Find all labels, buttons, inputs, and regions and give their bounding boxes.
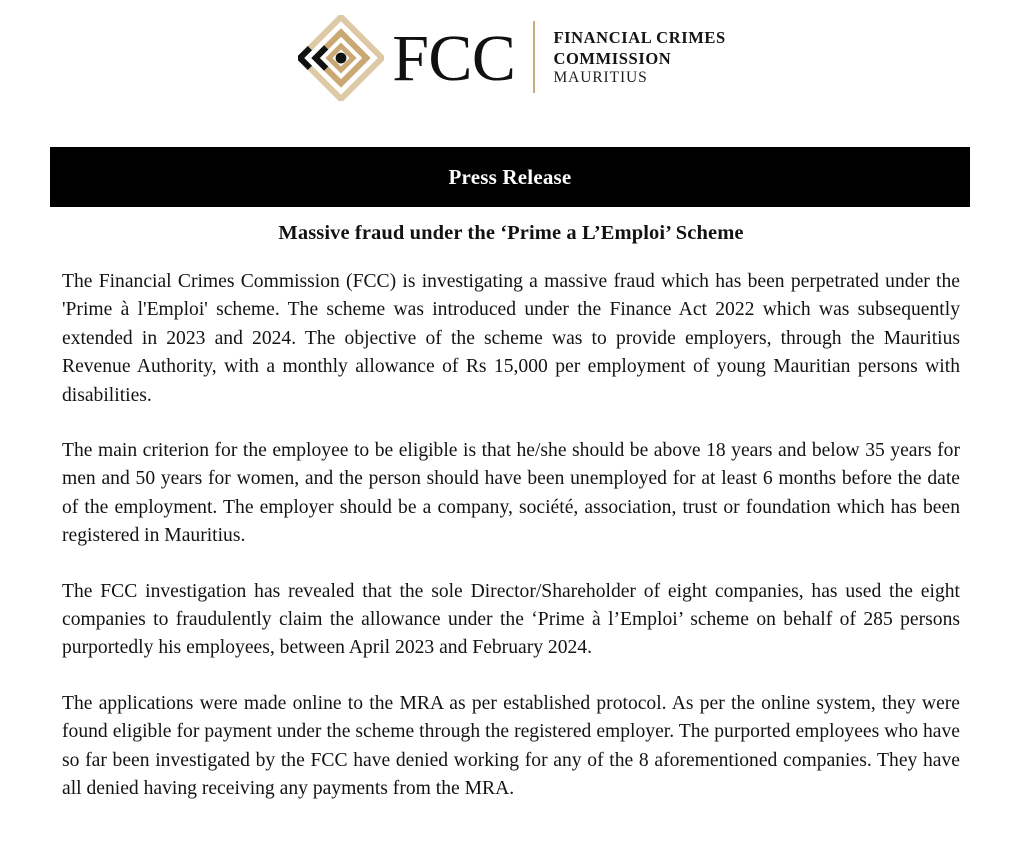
letterhead xyxy=(0,0,1024,96)
org-name-line-3: MAURITIUS xyxy=(553,68,648,86)
press-release-body xyxy=(62,268,960,804)
fcc-diamond-maze-logo-icon xyxy=(298,15,384,101)
press-release-banner xyxy=(50,147,970,207)
fcc-wordmark: FCC xyxy=(392,21,516,95)
organisation-name xyxy=(535,28,725,87)
fcc-logo-lockup xyxy=(298,15,726,101)
body-paragraph: The applications were made online to the MRA as per established protocol. As per the online system, they were found eligible for payment under the scheme through the registered employer. The purported employees who have so far been investigated by the FCC have denied working for any of the 8 aforementioned companies. They have all denied having receiving any payments from the MRA. xyxy=(62,692,960,800)
org-name-line-2: COMMISSION xyxy=(553,48,672,68)
body-paragraph: The main criterion for the employee to be eligible is that he/she should be above 18 years and below 35 years for men and 50 years for women, and the person should have been unemployed for at least 6 months before the date of the employment. The employer should be a company, société, association, trust or foundation which has been registered in Mauritius. xyxy=(62,440,960,547)
org-name-line-1: FINANCIAL CRIMES xyxy=(553,28,726,48)
body-paragraph: The Financial Crimes Commission (FCC) is investigating a massive fraud which has been perpetrated under the 'Prime à l'Emploi' scheme. The scheme was introduced under the Finance Act 2022 which was subsequently extended in 2023 and 2024. The objective of the scheme was to provide employers, through the Mauritius Revenue Authority, with a monthly allowance of Rs 15,000 per employment of young Mauritian persons with disabilities. xyxy=(62,271,960,406)
body-paragraph: The FCC investigation has revealed that the sole Director/Shareholder of eight companies, has used the eight companies to fraudulently claim the allowance under the ‘Prime à l’Emploi’ scheme on behalf of 285 persons purportedly his employees, between April 2023 and February 2024. xyxy=(62,580,960,659)
press-release-banner-label: Press Release xyxy=(448,164,572,189)
page-title: Massive fraud under the ‘Prime a L’Emploi’ Scheme xyxy=(278,222,744,244)
